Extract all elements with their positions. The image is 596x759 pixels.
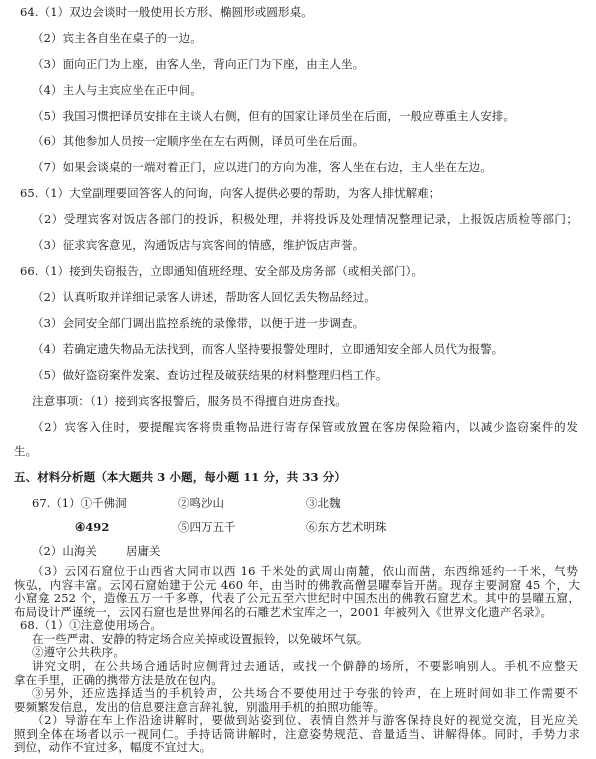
q66-line-8: 生。 — [14, 444, 38, 458]
q66-line-1: 66.（1）接到失窃报告，立即通知值班经理、安全部及房务部（或相关部门）。 — [20, 264, 424, 278]
q66-line-7: （2）宾客入住时，要提醒宾客将贵重物品进行寄存保管或放置在客房保险箱内，以减少盗窃案件的发 — [32, 420, 578, 434]
q64-line-4: （4）主人与主宾应坐在正中间。 — [32, 83, 202, 97]
q67-answer-5: ⑤四万五千 — [178, 520, 236, 534]
q67-answer-1: 67.（1）①千佛洞 — [32, 496, 127, 510]
q68-line-8: （2）导游在车上作沿途讲解时，要做到站姿到位、表情自然并与游客保持良好的视觉交流，目光应关 — [32, 714, 578, 728]
q64-line-2: （2）宾主各自坐在桌子的一边。 — [32, 31, 202, 45]
q67-part2-b: 居庸关 — [126, 544, 161, 558]
q67-answer-2: ②鸣沙山 — [178, 496, 224, 510]
q67-part3-line-4: 布局设计严谨统一，云冈石窟也是世界闻名的石雕艺术宝库之一，2001 年被列入《世界文化遗产名录》。 — [14, 605, 553, 619]
q68-line-10: 到位，动作不宜过多，幅度不宜过大。 — [14, 741, 212, 755]
q68-line-9: 照到全体在场者以示一视同仁。手持话筒讲解时，注意姿势规范、音量适当、讲解得体。同时，手势力求 — [14, 727, 580, 741]
q66-line-3: （3）会同安全部门调出监控系统的录像带，以便于进一步调查。 — [32, 316, 365, 330]
q68-line-2: 在一些严肃、安静的特定场合应关掉或设置振铃，以免破坏气氛。 — [32, 632, 369, 646]
q68-line-4: 讲究文明，在公共场合通话时应侧背过去通话，或找一个僻静的场所，不要影响别人。手机不应整天 — [32, 660, 578, 673]
q67-part2-a: （2）山海关 — [32, 544, 97, 558]
q68-line-6: ③另外，还应选择适当的手机铃声，公共场合不要使用过于夸张的铃声，在上班时间如非工作需要不 — [32, 687, 578, 701]
q67-part3-line-3: 小窟龛 252 个，造像五万一千多尊，代表了公元五至六世纪时中国杰出的佛教石窟艺术。其中的昙曜五窟， — [14, 592, 580, 606]
q64-line-3: （3）面向正门为上座，由客人坐，背向正门为下座，由主人坐。 — [32, 57, 365, 71]
q65-line-2: （2）受理宾客对饭店各部门的投诉，积极处理，并将投诉及处理情况整理记录，上报饭店质检等部门； — [32, 212, 578, 226]
q67-answer-4: ④492 — [75, 520, 110, 534]
q64-line-5: （5）我国习惯把译员安排在主谈人右侧，但有的国家让译员坐在后面，一般应尊重主人安排。 — [32, 109, 516, 123]
q65-line-3: （3）征求宾客意见，沟通饭店与宾客间的情感，维护饭店声誉。 — [32, 238, 365, 252]
q64-line-7: （7）如果会谈桌的一端对着正门，应以进门的方向为准，客人坐在右边，主人坐在左边。 — [32, 160, 492, 174]
q66-line-4: （4）若确定遗失物品无法找到，而客人坚持要报警处理时，立即通知安全部人员代为报警。 — [32, 342, 504, 356]
q68-line-5: 拿在手里，正确的携带方法是放在包内。 — [14, 673, 223, 687]
q68-line-3: ②遵守公共秩序。 — [32, 646, 125, 660]
q66-notes: 注意事项：（1）接到宾客报警后，服务员不得擅自进房查找。 — [32, 394, 347, 408]
q67-answer-3: ③北魏 — [306, 496, 341, 510]
q65-line-1: 65.（1）大堂副理要回答客人的问询，向客人提供必要的帮助，为客人排忧解难； — [20, 186, 441, 200]
q67-part3-line-2: 恢弘，内容丰富。云冈石窟始建于公元 460 年，由当时的佛教高僧昙曜奉旨开凿。现存主要洞窟 45 个，大 — [14, 578, 580, 592]
q68-line-7: 要频繁发信息，发出的信息要注意言辞礼貌，别滥用手机的拍照功能等。 — [14, 700, 386, 714]
q66-line-2: （2）认真听取并详细记录客人讲述，帮助客人回忆丢失物品经过。 — [32, 290, 376, 304]
section-five-heading: 五、材料分析题（本大题共 3 小题，每小题 11 分，共 33 分） — [14, 470, 346, 484]
q64-line-1: 64.（1）双边会谈时一般使用长方形、椭圆形或圆形桌。 — [20, 5, 313, 19]
q67-part3-line-1: （3）云冈石窟位于山西省大同市以西 16 千米处的武周山南麓，依山而凿，东西绵延约一千米，气势 — [32, 565, 578, 578]
q66-line-5: （5）做好盗窃案件发案、查访过程及破获结果的材料整理归档工作。 — [32, 368, 388, 382]
q67-answer-6: ⑥东方艺术明珠 — [306, 520, 387, 534]
q68-line-1: 68.（1）①注意使用场合。 — [20, 619, 163, 633]
q64-line-6: （6）其他参加人员按一定顺序坐在左右两侧，译员可坐在后面。 — [32, 134, 365, 148]
